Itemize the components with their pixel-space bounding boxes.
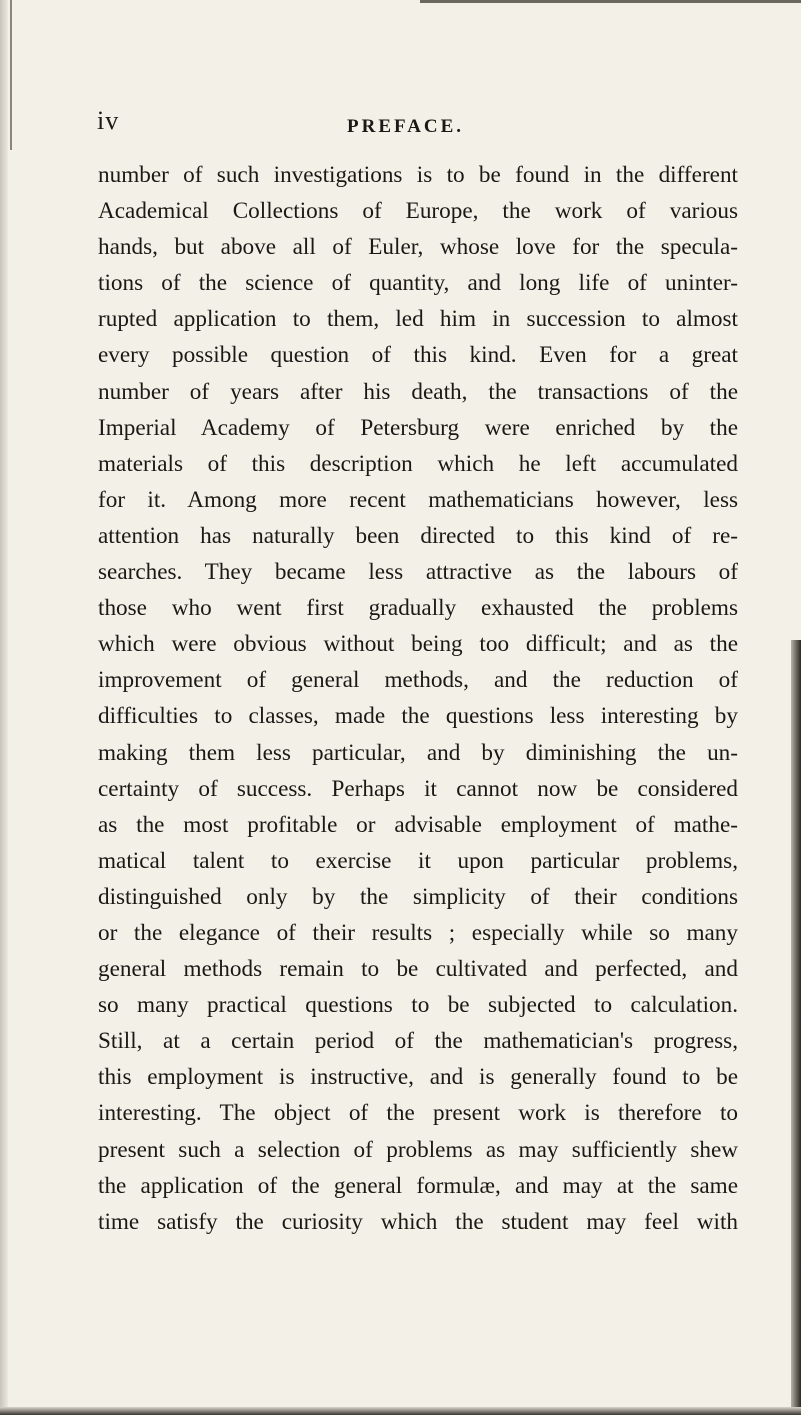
text-line: certainty of success. Perhaps it cannot now be considered (98, 775, 738, 802)
text-line: searches. They became less attractive as the labours of (98, 559, 738, 586)
text-line: difficulties to classes, made the questions less interesting by (98, 703, 738, 730)
text-line: matical talent to exercise it upon particular problems, (98, 847, 738, 874)
text-line: the application of the general formulæ, and may at the same (98, 1172, 738, 1199)
text-line: general methods remain to be cultivated and perfected, and (98, 956, 738, 983)
text-line: rupted application to them, led him in succession to almost (98, 306, 738, 333)
scan-right-edge (791, 640, 801, 1415)
text-line: those who went first gradually exhausted the problems (98, 595, 738, 622)
text-line: Academical Collections of Europe, the work of various (98, 198, 738, 225)
page-number: iv (97, 106, 120, 135)
text-line: as the most profitable or advisable employment of mathe- (98, 811, 738, 838)
text-line: Still, at a certain period of the mathematician's progress, (98, 1028, 738, 1055)
text-line: materials of this description which he left accumulated (98, 450, 738, 477)
scan-top-rule (420, 0, 801, 3)
scan-left-rule (10, 0, 12, 150)
text-line: distinguished only by the simplicity of their conditions (98, 883, 738, 910)
text-line: tions of the science of quantity, and long life of uninter- (98, 270, 738, 297)
text-line: every possible question of this kind. Even for a great (98, 342, 738, 369)
text-line: or the elegance of their results ; especially while so many (98, 919, 738, 946)
text-line: making them less particular, and by diminishing the un- (98, 739, 738, 766)
scan-left-edge (0, 0, 8, 1415)
text-line: number of such investigations is to be found in the different (98, 162, 738, 188)
text-line: number of years after his death, the transactions of the (98, 378, 738, 405)
text-line: time satisfy the curiosity which the student may feel with (98, 1208, 738, 1235)
scan-bottom-edge (0, 1407, 801, 1415)
text-line: present such a selection of problems as may sufficiently shew (98, 1136, 738, 1163)
text-line: Imperial Academy of Petersburg were enriched by the (98, 414, 738, 441)
text-line: this employment is instructive, and is generally found to be (98, 1064, 738, 1091)
text-line: for it. Among more recent mathematicians however, less (98, 486, 738, 513)
text-line: so many practical questions to be subjected to calculation. (98, 992, 738, 1019)
body-text (98, 157, 738, 1240)
text-line: which were obvious without being too difficult; and as the (98, 631, 738, 658)
text-line: interesting. The object of the present work is therefore to (98, 1100, 738, 1127)
running-title: PREFACE. (347, 116, 465, 137)
text-line: improvement of general methods, and the reduction of (98, 667, 738, 694)
text-line: attention has naturally been directed to this kind of re- (98, 522, 738, 549)
text-line: hands, but above all of Euler, whose love for the specula- (98, 234, 738, 261)
